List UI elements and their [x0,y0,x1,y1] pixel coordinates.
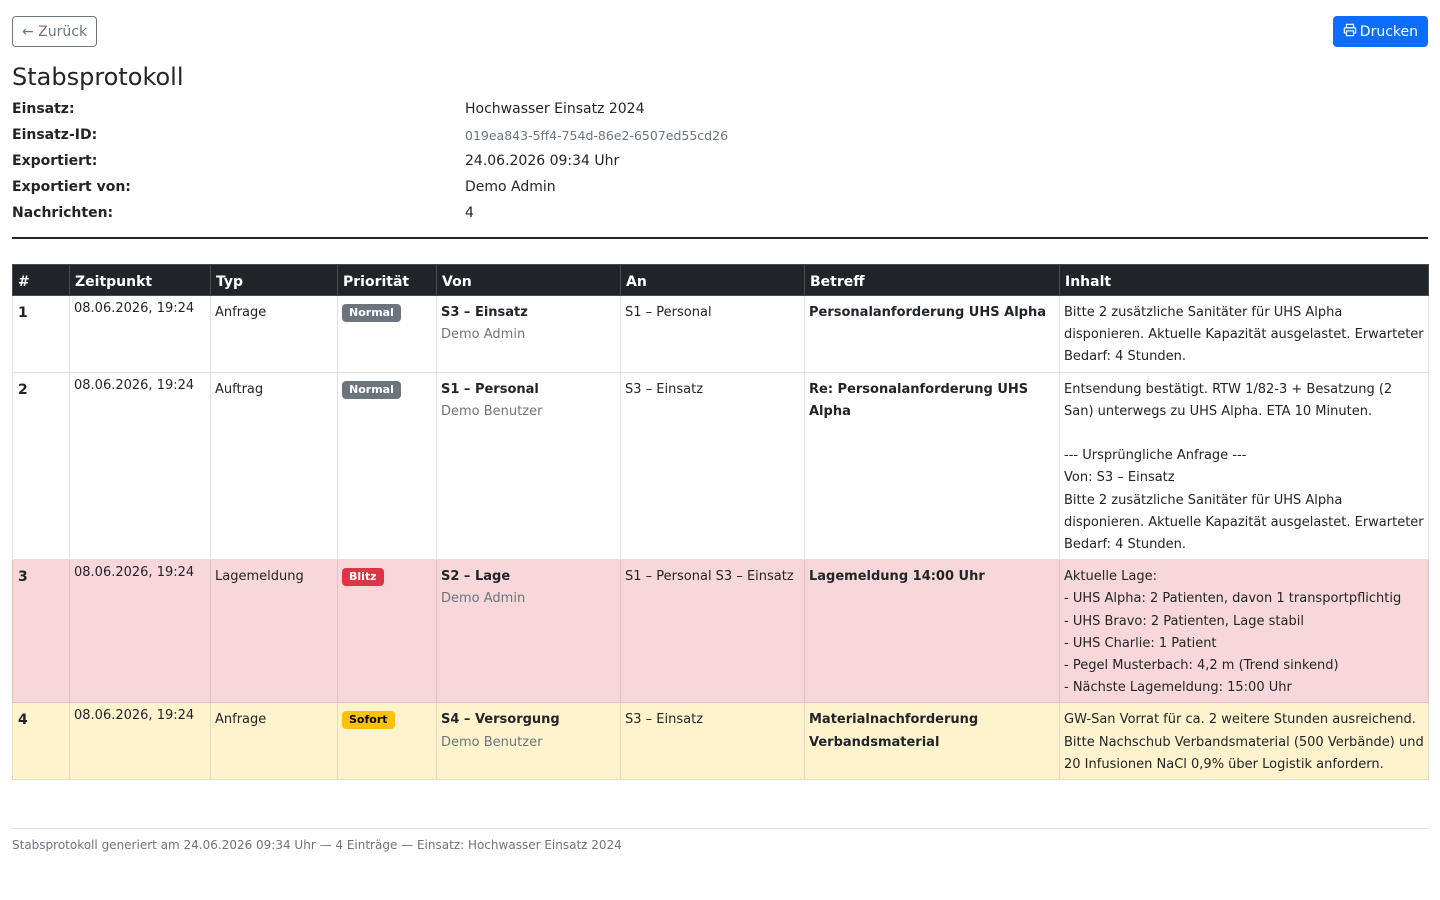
page-footer: Stabsprotokoll generiert am 24.06.2026 09:34 Uhr — 4 Einträge — Einsatz: Hochwasser Einsatz 2024 [12,828,1428,852]
meta-info [12,96,1428,226]
column-header-to: An [621,265,805,296]
column-header-num: # [13,265,70,296]
priority-badge: Blitz [342,568,384,586]
cell-num: 3 [13,560,70,703]
content-line: - Nächste Lagemeldung: 15:00 Uhr [1064,680,1292,696]
print-button-label: Drucken [1359,23,1418,40]
cell-from [437,296,621,373]
from-user: Demo Admin [441,327,526,343]
cell-content [1060,703,1429,780]
content-line: - UHS Alpha: 2 Patienten, davon 1 transportpflichtig [1064,591,1402,607]
cell-num: 1 [13,296,70,373]
cell-num: 2 [13,372,70,560]
cell-type: Auftrag [211,372,338,560]
from-unit: S1 – Personal [441,381,539,397]
meta-value: Hochwasser Einsatz 2024 [465,101,645,117]
meta-value: 4 [465,205,474,221]
cell-to: S3 – Einsatz [621,703,805,780]
cell-subject: Lagemeldung 14:00 Uhr [805,560,1060,703]
cell-subject: Personalanforderung UHS Alpha [805,296,1060,373]
cell-subject: Re: Personalanforderung UHS Alpha [805,372,1060,560]
cell-type: Anfrage [211,703,338,780]
cell-to: S1 – Personal S3 – Einsatz [621,560,805,703]
toolbar [12,0,1428,62]
cell-to: S3 – Einsatz [621,372,805,560]
cell-priority [338,703,437,780]
from-user: Demo Admin [441,591,526,607]
meta-row-nachrichten [12,200,1428,226]
content-line: Bitte 2 zusätzliche Sanitäter für UHS Alpha disponieren. Aktuelle Kapazität ausgelastet. Erwarteter Bedarf: 4 Stunden. [1064,305,1424,365]
meta-row-exportiert [12,148,1428,174]
priority-badge: Sofort [342,711,395,729]
meta-label: Einsatz-ID: [12,127,98,143]
cell-time: 08.06.2026, 19:24 [70,296,211,373]
page-title: Stabsprotokoll [12,63,184,91]
table-row [13,560,1429,703]
cell-from [437,560,621,703]
printer-icon [1343,23,1357,41]
meta-label: Nachrichten: [12,205,114,221]
cell-num: 4 [13,703,70,780]
cell-priority [338,296,437,373]
protocol-table [12,264,1429,780]
divider [12,237,1428,239]
cell-time: 08.06.2026, 19:24 [70,560,211,703]
content-line: GW-San Vorrat für ca. 2 weitere Stunden ausreichend. Bitte Nachschub Verbandsmaterial (500 Verbände) und 20 Infusionen NaCl 0,9% über Logistik anfordern. [1064,712,1424,772]
cell-content [1060,560,1429,703]
meta-value: 24.06.2026 09:34 Uhr [465,153,620,169]
column-header-subject: Betreff [805,265,1060,296]
cell-content [1060,296,1429,373]
table-row [13,703,1429,780]
table-row [13,296,1429,373]
cell-priority [338,372,437,560]
from-user: Demo Benutzer [441,734,543,750]
meta-row-einsatz-id [12,122,1428,148]
back-button-label: ← Zurück [22,23,88,40]
cell-subject: Materialnachforderung Verbandsmaterial [805,703,1060,780]
print-button[interactable] [1333,16,1428,47]
column-header-time: Zeitpunkt [70,265,211,296]
cell-from [437,703,621,780]
priority-badge: Normal [342,381,401,399]
content-line: Entsendung bestätigt. RTW 1/82-3 + Besatzung (2 San) unterwegs zu UHS Alpha. ETA 10 Minuten. [1064,381,1393,419]
meta-value: 019ea843-5ff4-754d-86e2-6507ed55cd26 [465,127,729,143]
table-header [13,265,1429,296]
meta-row-exportiert-von [12,174,1428,200]
cell-to: S1 – Personal [621,296,805,373]
cell-priority [338,560,437,703]
content-line: Von: S3 – Einsatz [1064,470,1175,486]
content-line [1064,423,1424,445]
content-line: - Pegel Musterbach: 4,2 m (Trend sinkend) [1064,658,1339,674]
meta-value: Demo Admin [465,179,556,195]
content-line: --- Ursprüngliche Anfrage --- [1064,448,1247,464]
content-line: Aktuelle Lage: [1064,569,1157,585]
cell-time: 08.06.2026, 19:24 [70,703,211,780]
cell-time: 08.06.2026, 19:24 [70,372,211,560]
from-unit: S3 – Einsatz [441,305,528,320]
column-header-content: Inhalt [1060,265,1429,296]
from-unit: S4 – Versorgung [441,712,560,728]
content-line: - UHS Charlie: 1 Patient [1064,635,1217,651]
priority-badge: Normal [342,304,401,322]
content-line: - UHS Bravo: 2 Patienten, Lage stabil [1064,613,1304,629]
meta-label: Exportiert von: [12,179,131,195]
table-row [13,372,1429,560]
column-header-from: Von [437,265,621,296]
from-user: Demo Benutzer [441,403,543,419]
cell-type: Anfrage [211,296,338,373]
meta-label: Einsatz: [12,101,75,117]
table-body [13,296,1429,780]
from-unit: S2 – Lage [441,569,511,585]
back-button[interactable] [12,16,97,47]
column-header-type: Typ [211,265,338,296]
cell-type: Lagemeldung [211,560,338,703]
cell-from [437,372,621,560]
meta-row-einsatz [12,96,1428,122]
meta-label: Exportiert: [12,153,98,169]
cell-content [1060,372,1429,560]
content-line: Bitte 2 zusätzliche Sanitäter für UHS Alpha disponieren. Aktuelle Kapazität ausgelastet. Erwarteter Bedarf: 4 Stunden. [1064,492,1424,553]
column-header-priority: Priorität [338,265,437,296]
